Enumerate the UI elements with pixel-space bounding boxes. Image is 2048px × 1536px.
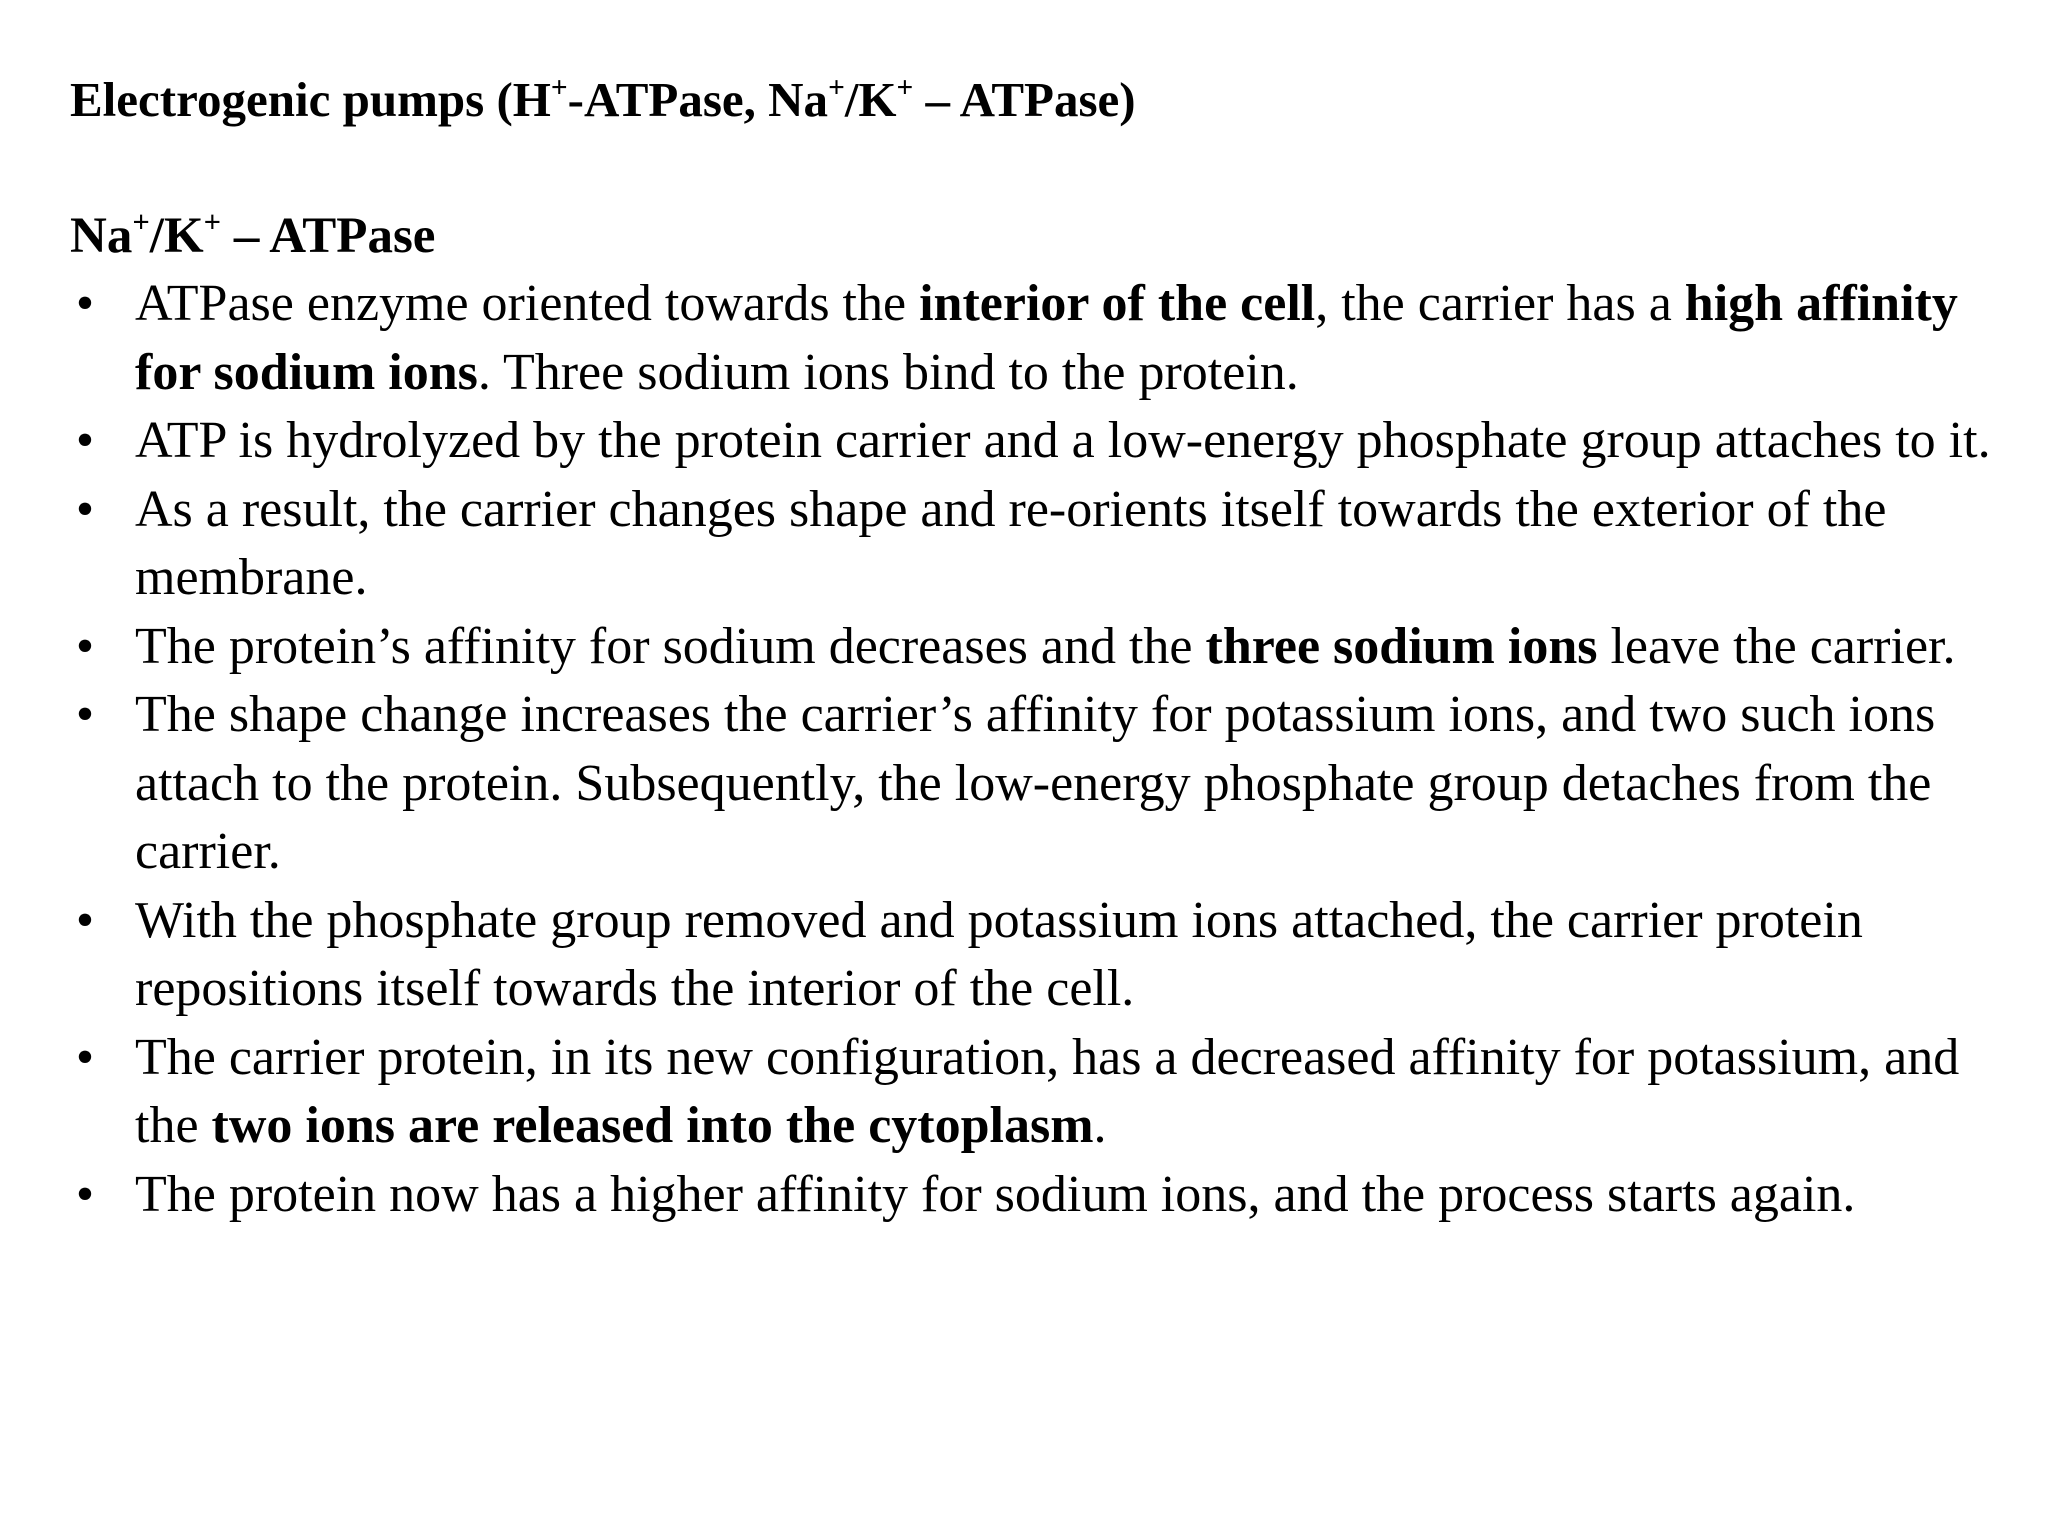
bullet-text: . Three sodium ions bind to the protein. bbox=[477, 343, 1299, 401]
bullet-text-bold: interior of the cell bbox=[919, 275, 1316, 332]
bullet-dot-icon: • bbox=[75, 412, 95, 469]
subheading-text: Na bbox=[70, 208, 133, 264]
bullet-dot-icon: • bbox=[75, 275, 95, 332]
bullet-dot-icon: • bbox=[75, 1165, 95, 1223]
bullet-dot-icon: • bbox=[75, 891, 95, 949]
superscript-plus: + bbox=[203, 205, 222, 240]
bullet-text: leave the carrier. bbox=[1597, 617, 1956, 675]
bullet-text: The shape change increases the carrier’s affinity for potassium ions, and two such ions attach to the protein. Subsequently, the low-energy phosphate group detaches from the carrier. bbox=[135, 686, 1936, 880]
bullet-text: The carrier protein, in its new configuration, has a decreased affinity for potassium, and the bbox=[135, 1028, 1960, 1154]
superscript-plus: + bbox=[132, 205, 150, 240]
bullet-dot-icon: • bbox=[75, 1028, 95, 1086]
superscript-plus: + bbox=[896, 72, 914, 105]
bullet-text-bold: high affinity for sodium ions bbox=[135, 275, 1958, 401]
subheading-text: /K bbox=[149, 208, 204, 264]
subheading-text: – ATPase bbox=[221, 208, 436, 264]
section-title bbox=[70, 206, 435, 266]
bullet-item bbox=[70, 1024, 2030, 1161]
bullet-text: The protein now has a higher affinity for sodium ions, and the process starts again. bbox=[135, 1165, 1856, 1223]
bullet-item bbox=[70, 476, 2030, 613]
bullet-text-bold: three sodium ions bbox=[1205, 617, 1598, 675]
bullet-item bbox=[70, 1161, 2030, 1230]
heading-text: /K bbox=[844, 72, 897, 127]
page-title bbox=[70, 70, 1136, 130]
bullet-text: With the phosphate group removed and potassium ions attached, the carrier protein repositions itself towards the interior of the cell. bbox=[135, 891, 1863, 1017]
bullet-text: , the carrier has a bbox=[1315, 275, 1685, 332]
bullet-dot-icon: • bbox=[75, 480, 95, 538]
heading-text: Electrogenic pumps (H bbox=[70, 72, 551, 127]
superscript-plus: + bbox=[550, 72, 568, 105]
bullet-text: . bbox=[1093, 1097, 1107, 1154]
bullet-item bbox=[70, 407, 2030, 476]
bullet-text: ATPase enzyme oriented towards the bbox=[135, 275, 920, 332]
bullet-text: The protein’s affinity for sodium decreases and the bbox=[135, 617, 1206, 675]
heading-text: -ATPase, Na bbox=[567, 72, 829, 127]
bullet-item bbox=[70, 887, 2030, 1024]
bullet-item bbox=[70, 681, 2030, 887]
bullet-dot-icon: • bbox=[75, 686, 95, 743]
heading-text: – ATPase) bbox=[913, 72, 1136, 127]
bullet-text: ATP is hydrolyzed by the protein carrier and a low-energy phosphate group attaches to it. bbox=[135, 412, 1991, 469]
bullet-item bbox=[70, 613, 2030, 682]
bullet-text-bold: two ions are released into the cytoplasm bbox=[211, 1097, 1094, 1154]
bullet-item bbox=[70, 270, 2030, 407]
superscript-plus: + bbox=[828, 72, 845, 105]
bullet-text: As a result, the carrier changes shape and re-orients itself towards the exterior of the membrane. bbox=[135, 480, 1887, 606]
bullet-list bbox=[70, 270, 2030, 1229]
bullet-dot-icon: • bbox=[75, 617, 95, 675]
